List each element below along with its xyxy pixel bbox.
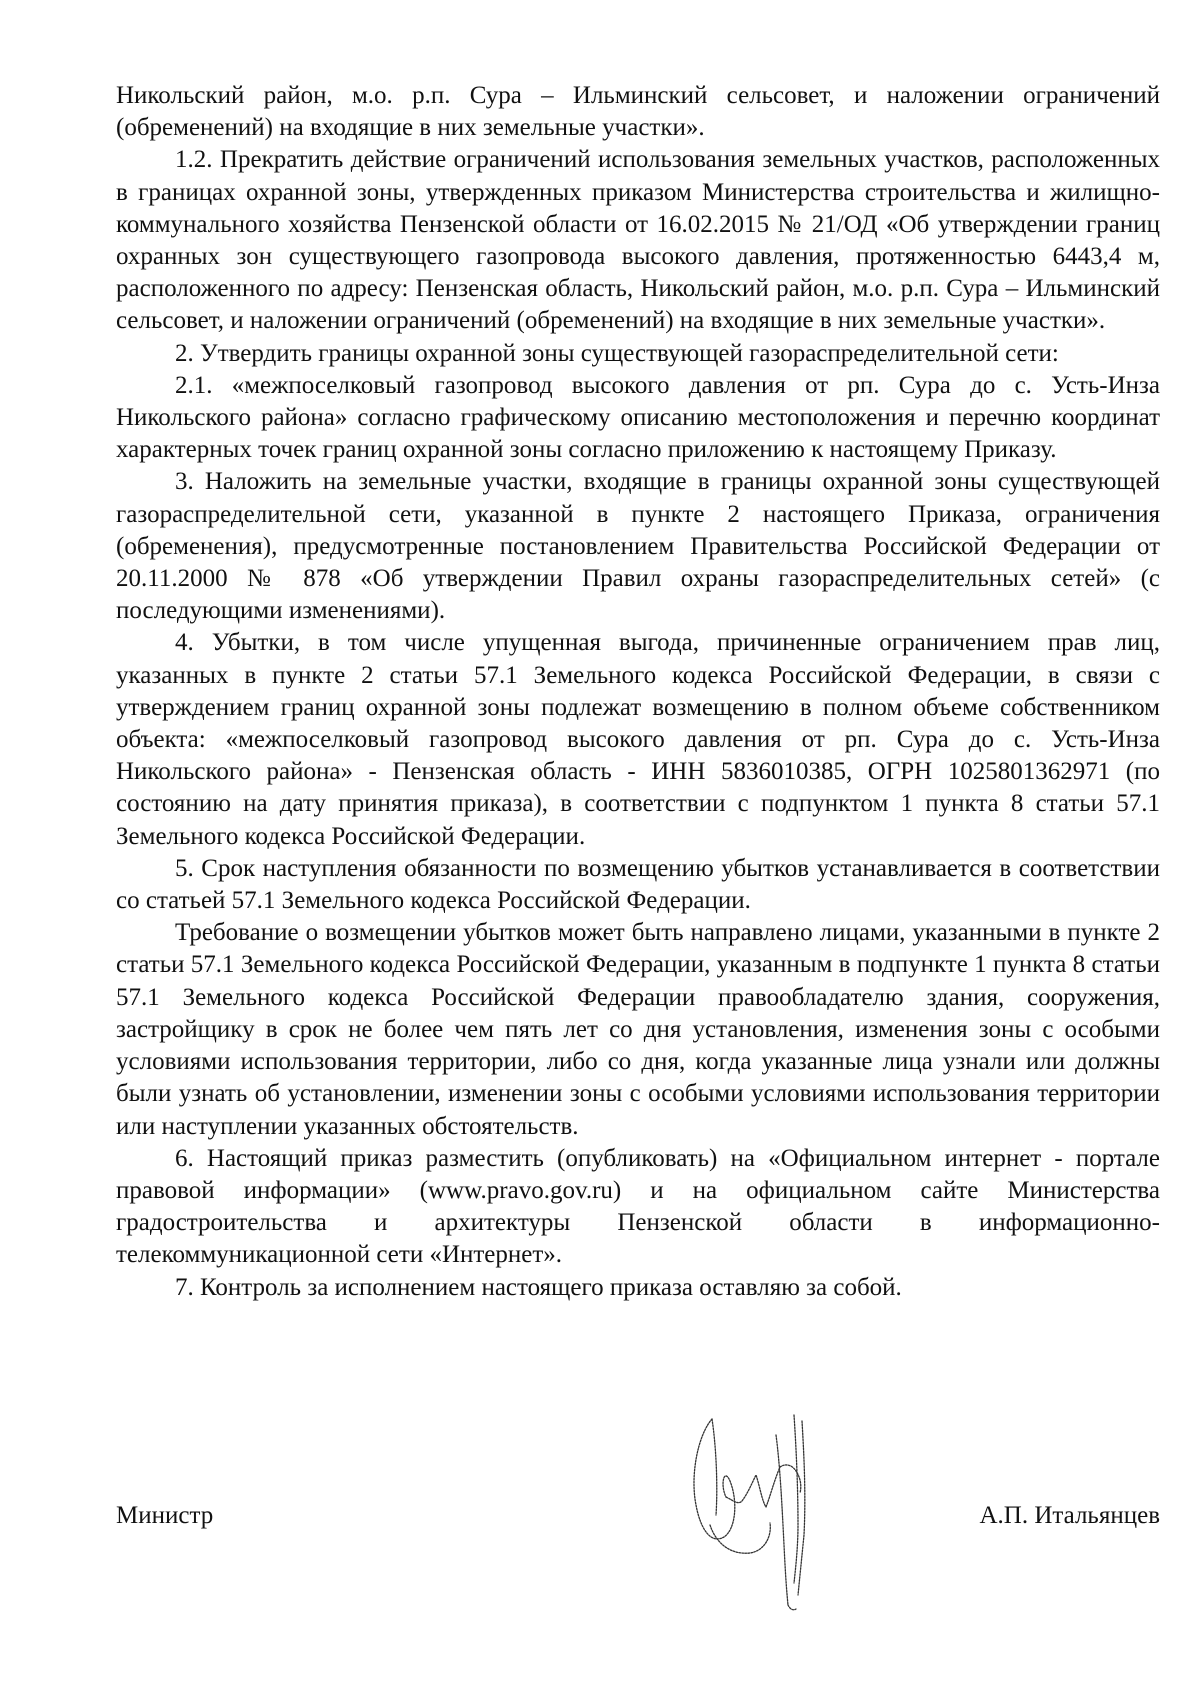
paragraph-2-1: 2.1. «межпоселковый газопровод высокого давления от рп. Сура до с. Усть-Инза Никольского района» согласно графическому описанию местоположения и перечню координат характерных точек границ охранной зоны согласно приложению к настоящему Приказу. — [116, 371, 1160, 464]
paragraph-5: 5. Срок наступления обязанности по возмещению убытков устанавливается в соответствии со статьей 57.1 Земельного кодекса Российской Федерации. — [116, 854, 1160, 915]
document-body — [116, 80, 1160, 1304]
paragraph-intro-continuation: Никольский район, м.о. р.п. Сура – Ильминский сельсовет, и наложении ограничений (обременений) на входящие в них земельные участки». — [116, 82, 1160, 142]
paragraph-2: 2. Утвердить границы охранной зоны существующей газораспределительной сети: — [175, 339, 1059, 367]
signer-name: А.П. Итальянцев — [979, 1502, 1160, 1529]
signature-block — [116, 1500, 1160, 1540]
paragraph-6: 6. Настоящий приказ разместить (опубликовать) на «Официальном интернет - портале правовой информации» (www.pravo.gov.ru) и на официальном сайте Министерства градостроительства и архитектуры Пензенской области в информационно-телекоммуникационной сети «Интернет». — [116, 1144, 1160, 1269]
paragraph-4: 4. Убытки, в том числе упущенная выгода, причиненные ограничением прав лиц, указанных в пункте 2 статьи 57.1 Земельного кодекса Российской Федерации, в связи с утверждением границ охранной зоны подлежат возмещению в полном объеме собственником объекта: «межпоселковый газопровод высокого давления от рп. Сура до с. Усть-Инза Никольского района» - Пензенская область - ИНН 5836010385, ОГРН 1025801362971 (по состоянию на дату принятия приказа), в соответствии с подпунктом 1 пункта 8 статьи 57.1 Земельного кодекса Российской Федерации. — [116, 629, 1160, 850]
paragraph-1-2: 1.2. Прекратить действие ограничений использования земельных участков, расположенных в границах охранной зоны, утвержденных приказом Министерства строительства и жилищно-коммунального хозяйства Пензенской области от 16.02.2015 № 21/ОД «Об утверждении границ охранных зон существующего газопровода высокого давления, протяженностью 6443,4 м, расположенного по адресу: Пензенская область, Никольский район, м.о. р.п. Сура – Ильминский сельсовет, и наложении ограничений (обременений) на входящие в них земельные участки». — [116, 146, 1160, 335]
paragraph-3: 3. Наложить на земельные участки, входящие в границы охранной зоны существующей газораспределительной сети, указанной в пункте 2 настоящего Приказа, ограничения (обременения), предусмотренные постановлением Правительства Российской Федерации от 20.11.2000 № 878 «Об утверждении Правил охраны газораспределительных сетей» (с последующими изменениями). — [116, 468, 1160, 625]
signer-title: Министр — [116, 1502, 214, 1529]
paragraph-7: 7. Контроль за исполнением настоящего приказа оставляю за собой. — [175, 1273, 902, 1301]
paragraph-5-claim: Требование о возмещении убытков может быть направлено лицами, указанными в пункте 2 статьи 57.1 Земельного кодекса Российской Федерации, указанным в подпункте 1 пункта 8 статьи 57.1 Земельного кодекса Российской Федерации правообладателю здания, сооружения, застройщику в срок не более чем пять лет со дня установления, изменения зоны с особыми условиями использования территории, либо со дня, когда указанные лица узнали или должны были узнать об установлении, изменении зоны с особыми условиями использования территории или наступлении указанных обстоятельств. — [116, 919, 1160, 1140]
